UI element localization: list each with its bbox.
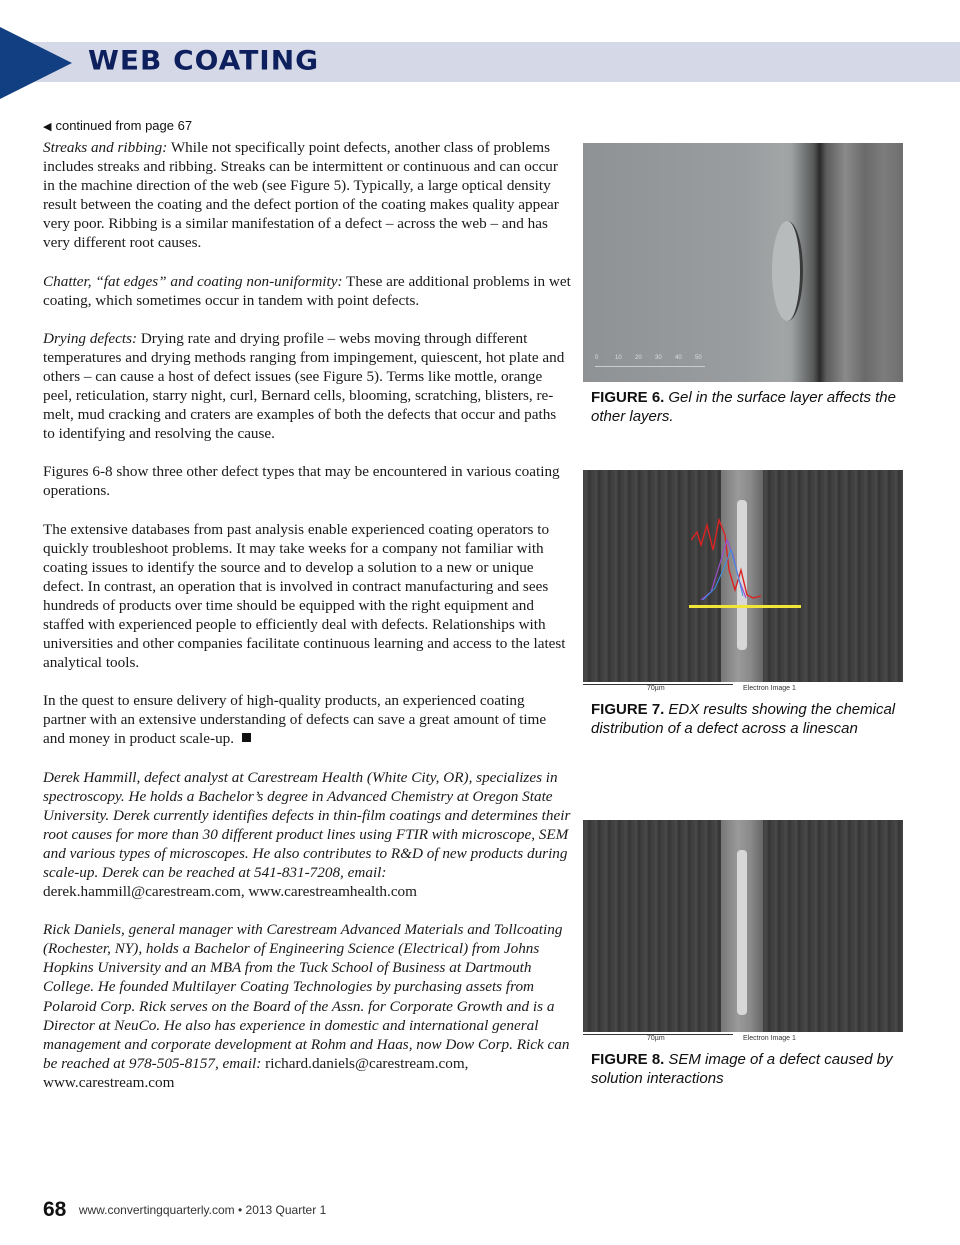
gel-bulge: [772, 221, 803, 321]
figure-6-caption: FIGURE 6. Gel in the surface layer affects the other layers.: [591, 389, 896, 425]
figure-8-scalebar: 70µm Electron Image 1: [583, 1032, 903, 1044]
figure-8: [583, 820, 903, 1088]
figure-8-image: [583, 820, 903, 1044]
paragraph-lead: Chatter, “fat edges” and coating non-uniformity:: [43, 272, 343, 290]
paragraph-databases: The extensive databases from past analysis enable experienced coating operators to quickly troubleshoot problems. It may take weeks for a company not familiar with coating issues to identify the source and to develop a solution to a new or unique defect. In contrast, an operation that is involved in contract manufacturing and sees hundreds of products over time should be equipped with the right equipment and staffed with experienced people to efficiently deal with defects. Relationships with universities and other companies facilitate continuous learning and access to the latest analytical tools.: [43, 520, 566, 672]
header-triangle-mark: [0, 27, 72, 99]
figure-7-scalebar: 70µm Electron Image 1: [583, 682, 903, 694]
article-body: [43, 138, 571, 1111]
linescan-line: [689, 605, 801, 608]
paragraph-drying: Drying defects: Drying rate and drying profile – webs moving through different temperatures and drying methods ranging from impingement, quiescent, hot plate and others – can cause a host of defect issues (see Figure 5). Terms like mottle, orange peel, reticulation, starry night, curl, Bernard cells, blooming, scratching, blisters, re-melt, mud cracking and craters are examples of both the defects that occur and paths to identifying and resolving the cause.: [43, 329, 565, 443]
figure-8-caption: FIGURE 8. SEM image of a defect caused by solution interactions: [591, 1051, 893, 1087]
edx-trace: [691, 510, 761, 600]
footer-site: www.convertingquarterly.com • 2013 Quarter 1: [78, 1203, 327, 1217]
paragraph-lead: Streaks and ribbing:: [43, 139, 168, 156]
bio-hammill: Derek Hammill, defect analyst at Carestream Health (White City, OR), specializes in spectroscopy. He holds a Bachelor’s degree in Advanced Chemistry at Oregon State University. Derek currently identifies defects in thin-film coatings and determines their root causes for more than 30 different product lines using FTIR with microscope, SEM and various types of microscopes. He also contributes to R&D of new products during scale-up. Derek can be reached at 541-831-7208, email: derek.hammill@carestream.com, www.carestreamhealth.com: [43, 768, 571, 901]
paragraph-chatter: Chatter, “fat edges” and coating non-uniformity: These are additional problems in wet coating, which sometimes occur in tandem with point defects.: [43, 272, 571, 309]
defect-core: [737, 850, 747, 1015]
figure-7: [583, 470, 903, 738]
figure-6-scale: 0 10 20 30 40 50: [595, 366, 705, 367]
continued-text: continued from page 67: [55, 118, 193, 133]
end-square-icon: [242, 733, 251, 742]
figure-7-image: [583, 470, 903, 694]
continued-note: [43, 118, 192, 133]
paragraph-lead: Drying defects:: [43, 329, 138, 347]
paragraph-conclusion: In the quest to ensure delivery of high-quality products, an experienced coating partner with an extensive understanding of defects can save a great amount of time and money in product scale-up.: [43, 692, 547, 748]
figure-6-image: [583, 143, 903, 382]
figure-6: [583, 143, 903, 426]
paragraph-streaks: Streaks and ribbing: While not specifically point defects, another class of problems includes streaks and ribbing. Streaks can be intermittent or continuous and can occur in the machine direction of the web (see Figure 5). Typically, a large optical density result between the coating and the defect portion of the coating makes quality appear very poor. Ribbing is a similar manifestation of a defect – across the web – and has very different root causes.: [43, 139, 559, 252]
bio-daniels: Rick Daniels, general manager with Carestream Advanced Materials and Tollcoating (Rochester, NY), holds a Bachelor of Engineering Science (Electrical) from Johns Hopkins University and an MBA from the Tuck School of Business at Dartmouth College. He founded Multilayer Coating Technologies by purchasing assets from Polaroid Corp. Rick serves on the Board of the Assn. for Corporate Growth and is a Director at NeuCo. He also has experience in domestic and international general management and corporate development at Rohm and Haas, now Dow Corp. Rick can be reached at 978-505-8157, email: richard.daniels@carestream.com, www.carestream.com: [43, 921, 570, 1091]
page-number: 68: [43, 1198, 67, 1221]
paragraph-figures: Figures 6-8 show three other defect types that may be encountered in various coating operations.: [43, 463, 560, 500]
left-arrow-icon: ◀: [43, 121, 52, 133]
figure-7-caption: FIGURE 7. EDX results showing the chemical distribution of a defect across a linescan: [591, 701, 896, 737]
page-footer: [43, 1198, 326, 1222]
section-title: WEB COATING: [88, 44, 320, 77]
